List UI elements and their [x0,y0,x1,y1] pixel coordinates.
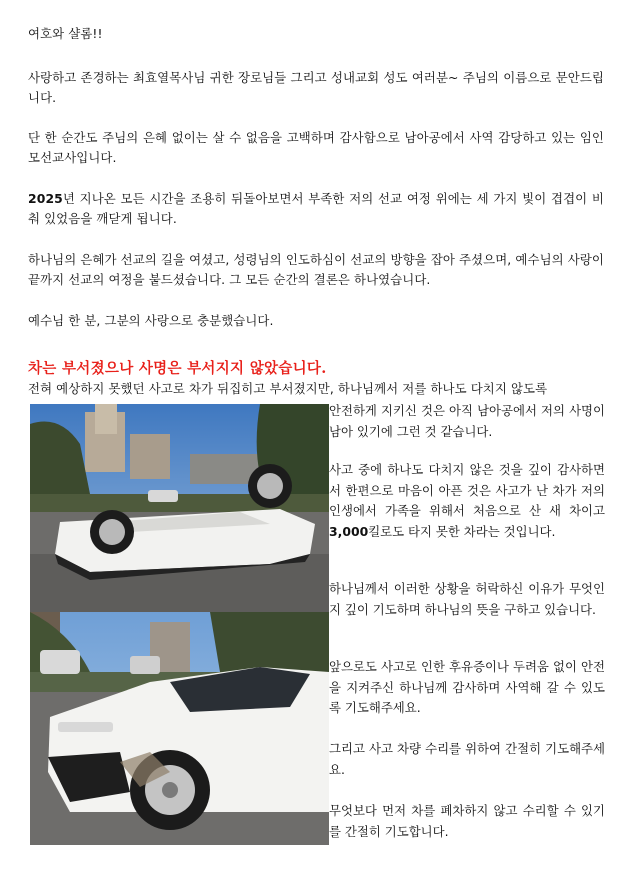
section-heading: 차는 부서졌으나 사명은 부서지지 않았습니다. [28,360,327,377]
paragraph-sufficient: 예수님 한 분, 그분의 사랑으로 충분했습니다. [28,313,274,328]
paragraph-greeting-address: 사랑하고 존경하는 최효열목사님 귀한 장로님들 그리고 성내교회 성도 여러분~ 주님의 이름으로 문안드립니다. [28,70,604,105]
paragraph-three-lights: 2025년 지나온 모든 시간을 조용히 뒤돌아보면서 부족한 저의 선교 여정 위에는 세 가지 빛이 겹겹이 비춰 있었음을 깨닫게 됩니다. [28,191,604,226]
side-paragraph-repair: 그리고 사고 차량 수리를 위하여 간절히 기도해주세요. [329,741,605,777]
side-paragraph-no-scrap: 무엇보다 먼저 차를 폐차하지 않고 수리할 수 있기를 간절히 기도합니다. [329,803,605,839]
side-paragraph-protected: 안전하게 지키신 것은 아직 남아공에서 저의 사명이 남아 있기에 그런 것 같습니다. [329,403,605,439]
paragraph-introduction: 단 한 순간도 주님의 은혜 없이는 살 수 없음을 고백하며 감사함으로 남아공에서 사역 감당하고 있는 임인모선교사입니다. [28,130,604,165]
overturned-car-photo [30,404,329,612]
paragraph-grace: 하나님의 은혜가 선교의 길을 여셨고, 성령님의 인도하심이 선교의 방향을 잡아 주셨으며, 예수님의 사랑이 끝까지 선교의 여정을 붙드셨습니다. 그 모든 순간의 결론은 하나였습니다. [28,252,604,287]
side-paragraph-prayer-safety: 앞으로도 사고로 인한 후유증이나 두려움 없이 안전을 지켜주신 하나님께 감사하며 사역해 갈 수 있도록 기도해주세요. [329,659,605,715]
year-text: 2025 [28,191,63,206]
mileage-number: 3,000 [329,523,369,539]
side-paragraph-reason: 하나님께서 이러한 상황을 허락하신 이유가 무엇인지 깊이 기도하며 하나님의 뜻을 구하고 있습니다. [329,581,605,617]
accident-intro-line: 전혀 예상하지 못했던 사고로 차가 뒤집히고 부서졌지만, 하나님께서 저를 하나도 다치지 않도록 [28,381,548,396]
damaged-car-photo [30,612,329,845]
greeting: 여호와 샬롬!! [28,26,103,41]
side-paragraph-new-car: 사고 중에 하나도 다치지 않은 것을 깊이 감사하면서 한편으로 마음이 아픈 것은 사고가 난 차가 저의 인생에서 가족을 위해서 처음으로 산 새 차이고 3,000킬로도 타지 못한 차라는 것입니다. [329,462,605,539]
